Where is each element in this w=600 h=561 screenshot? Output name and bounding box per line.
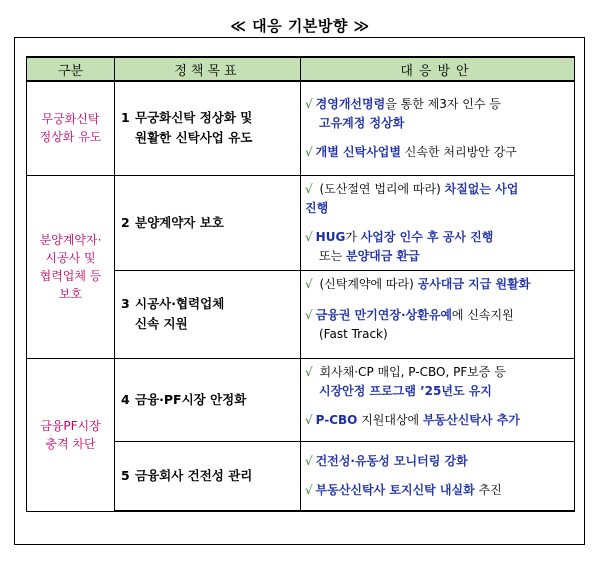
- category-cell: 무궁화신탁 정상화 유도: [27, 81, 115, 175]
- plan-cell: [301, 358, 575, 441]
- check-icon: √: [305, 482, 313, 497]
- plan-cell: [301, 270, 575, 358]
- goal-cell: 5 금융회사 건전성 관리: [115, 441, 301, 511]
- table-row: [27, 81, 575, 175]
- plan-item: √ P-CBO 지원대상에 부동산신탁사 추가: [305, 412, 520, 427]
- plan-item: √ HUG가 사업장 인수 후 공사 진행 또는 분양대금 환급: [305, 229, 494, 263]
- goal-cell: 3 시공사·협력업체 신속 지원: [115, 270, 301, 358]
- check-icon: √: [305, 453, 313, 468]
- plan-cell: [301, 81, 575, 175]
- check-icon: √: [305, 307, 313, 322]
- check-icon: √: [305, 412, 313, 427]
- plan-item: √ (도산절연 법리에 따라) 차질없는 사업 진행: [305, 181, 519, 215]
- plan-item: √ 경영개선명령을 통한 제3자 인수 등 고유계정 정상화: [305, 96, 501, 130]
- check-icon: √: [305, 181, 313, 196]
- check-icon: √: [305, 229, 313, 244]
- policy-table: [26, 56, 575, 512]
- check-icon: √: [305, 364, 313, 379]
- header-goal: 정책목표: [115, 57, 301, 81]
- plan-cell: [301, 441, 575, 511]
- plan-item: √ 건전성·유동성 모니터링 강화: [305, 453, 468, 468]
- table-row: [27, 358, 575, 441]
- page-title: ≪ 대응 기본방향 ≫: [230, 17, 370, 35]
- table-row: [27, 175, 575, 270]
- plan-item: √ 회사채·CP 매입, P-CBO, PF보증 등 시장안정 프로그램 ’25년도 유지: [305, 364, 506, 398]
- plan-item: √ 부동산신탁사 토지신탁 내실화 추진: [305, 482, 502, 497]
- plan-cell: [301, 175, 575, 270]
- plan-item: √ 금융권 만기연장·상환유예에 신속지원 (Fast Track): [305, 307, 514, 341]
- plan-item: √ (신탁계약에 따라) 공사대금 지급 원활화: [305, 276, 531, 291]
- plan-item: √ 개별 신탁사업별 신속한 처리방안 강구: [305, 144, 517, 159]
- header-category: 구분: [27, 57, 115, 81]
- category-cell: 금융PF시장 충격 차단: [27, 358, 115, 511]
- check-icon: √: [305, 276, 313, 291]
- header-plan: 대응방안: [301, 57, 575, 81]
- table-header: [27, 57, 575, 81]
- goal-cell: 4 금융·PF시장 안정화: [115, 358, 301, 441]
- goal-cell: 1 무궁화신탁 정상화 및 원활한 신탁사업 유도: [115, 81, 301, 175]
- category-cell: 분양계약자· 시공사 및 협력업체 등 보호: [27, 175, 115, 358]
- check-icon: √: [305, 144, 313, 159]
- check-icon: √: [305, 96, 313, 111]
- goal-cell: 2 분양계약자 보호: [115, 175, 301, 270]
